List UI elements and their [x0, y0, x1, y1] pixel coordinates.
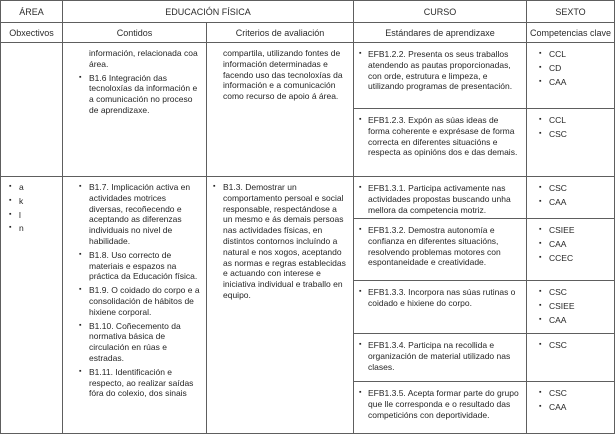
competencia-item: ▪ CAA — [539, 77, 611, 88]
estandar-cell-efb122 — [354, 43, 526, 108]
competencias-cell-efb135 — [527, 382, 614, 433]
criterio-item-b1-3: ▪ B1.3. Demostrar un comportamento persoal e social responsable, respectándose a un mesmo e ás demais persoas nas actividades físicas, en distintos contornos incluíndo a natural e nos xogos, aceptando as normas e regras establecidas e actuando con interese e iniciativa individual e traballo en equipo. — [213, 182, 348, 301]
estandar-cell-efb133 — [354, 281, 526, 333]
curso-value-cell: SEXTO — [527, 1, 614, 22]
competencias-cell-efb131 — [527, 177, 614, 218]
col-header-contidos: Contidos — [63, 23, 206, 42]
estandar-item: ▪ EFB1.3.1. Participa activamente nas actividades propostas buscando unha mellora da competencia motriz. — [359, 183, 521, 215]
competencia-item: ▪ CAA — [539, 239, 611, 250]
criterios-cell — [207, 177, 353, 433]
contidos-cell — [63, 43, 206, 176]
obxectivos-cell — [1, 177, 62, 433]
competencia-item: ▪ CSIEE — [539, 225, 611, 236]
criterios-cell — [207, 43, 353, 176]
competencia-item: ▪ CCEC — [539, 253, 611, 264]
objective-item: ▪ l — [9, 210, 59, 221]
competencia-item: ▪ CD — [539, 63, 611, 74]
competencia-item: ▪ CSC — [539, 388, 611, 399]
contido-item-b1-10: ▪ B1.10. Coñecemento da normativa básica de circulación en rúas e estradas. — [79, 321, 201, 364]
competencias-cell-efb132 — [527, 219, 614, 280]
estandar-item: ▪ EFB1.3.5. Acepta formar parte do grupo que lle corresponda e o resultado das competicións con deportividade. — [359, 388, 521, 420]
estandar-cell-efb135 — [354, 382, 526, 433]
estandar-item: ▪ EFB1.2.2. Presenta os seus traballos atendendo as pautas proporcionadas, con orde, estrutura e limpeza, e utilizando programas de presentación. — [359, 49, 521, 92]
competencia-item: ▪ CSC — [539, 183, 611, 194]
objective-item: ▪ a — [9, 182, 59, 193]
objective-item: ▪ n — [9, 223, 59, 234]
contidos-cell — [63, 177, 206, 433]
contido-item-b1-6: ▪ B1.6 Integración das tecnoloxías da información e a comunicación no proceso de aprendizaxe. — [79, 73, 201, 116]
competencia-item: ▪ CAA — [539, 402, 611, 413]
estandar-item: ▪ EFB1.3.4. Participa na recollida e organización de material utilizado nas clases. — [359, 340, 521, 372]
competencias-cell-efb123 — [527, 109, 614, 176]
contido-item-b1-7: ▪ B1.7. Implicación activa en actividades motrices diversas, recoñecendo e aceptando as diferenzas individuais no nivel de habilidade. — [79, 182, 201, 247]
competencias-cell-efb134 — [527, 334, 614, 381]
competencia-item: ▪ CSIEE — [539, 301, 611, 312]
competencia-item: ▪ CSC — [539, 287, 611, 298]
contido-item-continuation: información, relacionada coa área. — [89, 48, 198, 69]
criterio-item-continuation: compartila, utilizando fontes de información determinadas e facendo uso das tecnoloxías da información e a comunicación como recurso de apoio á área. — [223, 48, 343, 102]
contido-item-b1-9: ▪ B1.9. O coidado do corpo e a consolidación de hábitos de hixiene corporal. — [79, 285, 201, 317]
contido-item-b1-8: ▪ B1.8. Uso correcto de materiais e espazos na práctica da Educación física. — [79, 250, 201, 282]
estandares-competencias-subgrid — [354, 177, 614, 433]
competencia-item: ▪ CAA — [539, 197, 611, 208]
col-header-competencias: Competencias clave — [527, 23, 614, 42]
competencias-cell-efb133 — [527, 281, 614, 333]
obxectivos-cell-empty — [1, 43, 62, 176]
estandar-item: ▪ EFB1.3.3. Incorpora nas súas rutinas o coidado e hixiene do corpo. — [359, 287, 521, 309]
estandar-item: ▪ EFB1.3.2. Demostra autonomía e confianza en diferentes situacións, resolvendo problemas motores con espontaneidade e creatividade. — [359, 225, 521, 268]
curso-label-cell: CURSO — [354, 1, 526, 22]
col-header-obxectivos: Obxectivos — [1, 23, 62, 42]
estandar-cell-efb132 — [354, 219, 526, 280]
competencia-item: ▪ CSC — [539, 340, 611, 351]
competencias-cell-efb122 — [527, 43, 614, 108]
competencia-item: ▪ CAA — [539, 315, 611, 326]
estandares-competencias-subgrid — [354, 43, 614, 176]
competencia-item: ▪ CCL — [539, 49, 611, 60]
objective-item: ▪ k — [9, 196, 59, 207]
competencia-item: ▪ CSC — [539, 129, 611, 140]
estandar-cell-efb134 — [354, 334, 526, 381]
col-header-criterios: Criterios de avaliación — [207, 23, 353, 42]
area-value-cell: EDUCACIÓN FÍSICA — [63, 1, 353, 22]
estandar-cell-efb123 — [354, 109, 526, 176]
estandar-cell-efb131 — [354, 177, 526, 218]
area-label-cell: ÁREA — [1, 1, 62, 22]
col-header-estandares: Estándares de aprendizaxe — [354, 23, 526, 42]
estandar-item: ▪ EFB1.2.3. Expón as súas ideas de forma coherente e exprésase de forma correcta en diferentes situacións e respecta as opinións dos e das demais. — [359, 115, 521, 158]
contido-item-b1-11: ▪ B1.11. Identificación e respecto, ao realizar saídas fóra do colexio, dos sinais — [79, 367, 201, 399]
competencia-item: ▪ CCL — [539, 115, 611, 126]
